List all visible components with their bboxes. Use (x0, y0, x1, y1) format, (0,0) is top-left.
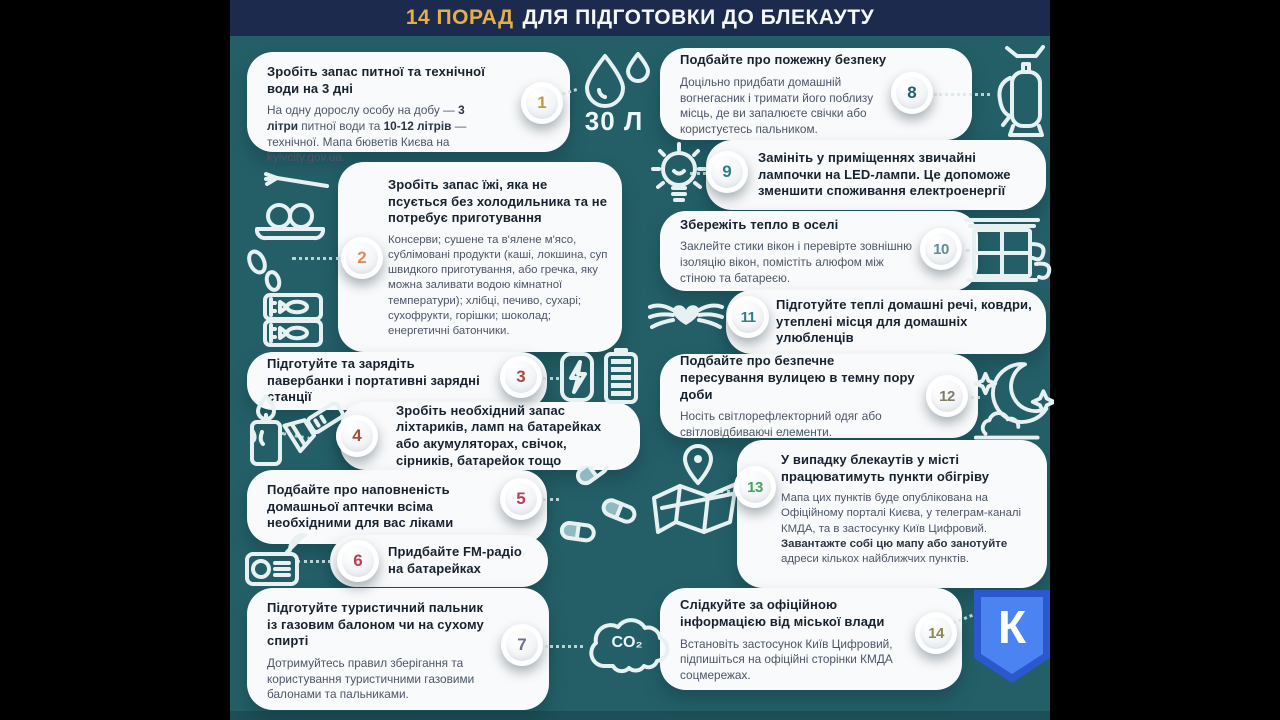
card-body: Консерви; сушене та в'ялене м'ясо, сублімовані продукти (каші, локшина, суп швидкого приготування, або гречка, яку можна заливати водою кімнатної температури); хлібці, печиво, сухарі; сухофрукти, горішки; шоколад; енергетичні батончики. (388, 233, 608, 337)
card-4-flashlights (340, 402, 640, 470)
card-11-pets (726, 290, 1046, 354)
card-13-heating-points (737, 440, 1047, 588)
card-title: Підготуйте теплі домашні речі, ковдри, утеплені місця для домашніх улюбленців (776, 297, 1032, 346)
powerbank-battery-icon (556, 346, 648, 406)
badge-9: 9 (706, 151, 748, 193)
badge-14: 14 (915, 612, 957, 654)
food-supplies-icon (243, 168, 335, 350)
card-title: Подбайте про наповненість домашньої аптечки всіма необхідними для вас ліками (267, 482, 454, 531)
kyiv-digital-logo-letter: К (997, 601, 1027, 653)
card-body: На одну дорослу особу на добу — 3 літри питної води та 10-12 літрів — технічної. Мапа бюветів Києва на kyivcity.gov.ua. (267, 103, 467, 165)
header-title-highlight: 14 ПОРАД (405, 6, 514, 29)
card-body: Заклейте стики вікон і перевірте зовнішню ізоляцію вікон, помістіть алюфом між стіною та батареєю. (680, 239, 912, 285)
cat-whiskers-icon (648, 296, 724, 338)
badge-4: 4 (336, 415, 378, 457)
card-title: Підготуйте туристичний пальник із газовим балоном чи на сухому спирті (267, 600, 484, 649)
window-icon (962, 212, 1054, 292)
fire-extinguisher-icon (992, 42, 1052, 142)
lightbulb-icon (648, 142, 710, 208)
card-title: У випадку блекаутів у місті працюватимуть пункти обігріву (781, 452, 990, 484)
badge-2: 2 (341, 237, 383, 279)
card-body: Носіть світлорефлекторний одяг або світловідбиваючі елементи. (680, 409, 882, 439)
card-title: Слідкуйте за офіційною інформацією від міської влади (680, 597, 885, 629)
badge-13: 13 (734, 466, 776, 508)
card-title: Підготуйте та зарядіть павербанки і портативні зарядні станції (267, 356, 480, 405)
badge-11: 11 (727, 296, 769, 338)
card-title: Придбайте FM-радіо на батарейках (388, 544, 522, 576)
card-9-led-lamps (706, 140, 1046, 210)
header-title: ДЛЯ ПІДГОТОВКИ ДО БЛЕКАУТУ (522, 6, 875, 29)
header-bar (230, 0, 1050, 36)
co2-label: CO₂ (611, 634, 643, 651)
card-body: Дотримуйтесь правил зберігання та користування туристичними газовими балонами та пальниками. (267, 655, 475, 702)
badge-5: 5 (500, 478, 542, 520)
card-body: Встановіть застосунок Київ Цифровий, підпишіться на офіційні сторінки КМДА соцмережах. (680, 636, 893, 682)
connector-dotted-line (934, 93, 990, 96)
pills-icon (553, 466, 648, 548)
card-title: Замініть у приміщеннях звичайні лампочки на LED-лампи. Це допоможе зменшити споживання електроенергії (758, 150, 1011, 199)
badge-6: 6 (337, 540, 379, 582)
radio-icon (241, 528, 315, 590)
card-title: Зробіть запас питної та технічної води на 3 дні (267, 64, 485, 96)
card-title: Збережіть тепло в оселі (680, 216, 839, 232)
bottom-accent-strip (230, 711, 1050, 720)
badge-10: 10 (920, 228, 962, 270)
card-title: Подбайте про безпечне пересування вулицею в темну пору доби (680, 353, 915, 402)
badge-3: 3 (500, 356, 542, 398)
connector-dotted-line (545, 645, 583, 648)
badge-8: 8 (891, 72, 933, 114)
card-title: Зробіть необхідний запас ліхтариків, ламп на батарейках або акумуляторах, свічок, сірників, батарейок тощо (396, 402, 602, 468)
water-drops-icon (575, 52, 655, 108)
card-title: Подбайте про пожежну безпеку (680, 52, 887, 68)
badge-12: 12 (926, 375, 968, 417)
map-pin-icon (648, 442, 740, 536)
water-volume-label: 30 Л (584, 106, 644, 136)
moon-stars-icon (972, 356, 1054, 442)
badge-7: 7 (501, 624, 543, 666)
card-title: Зробіть запас їжі, яка не псується без холодильника та не потребує приготування (388, 177, 608, 226)
badge-1: 1 (521, 82, 563, 124)
card-body: Доцільно придбати домашній вогнегасник і тримати його поблизу місць, де ви запалюєте свічки або користуєтесь пальником. (680, 74, 874, 136)
card-body: Мапа цих пунктів буде опублікована на Офіційному порталі Києва, у телеграм-каналі КМДА, та в застосунку Київ Цифровий. Завантажте собі цю мапу або занотуйте адреси кількох найближчих пунктів. (781, 492, 1022, 565)
